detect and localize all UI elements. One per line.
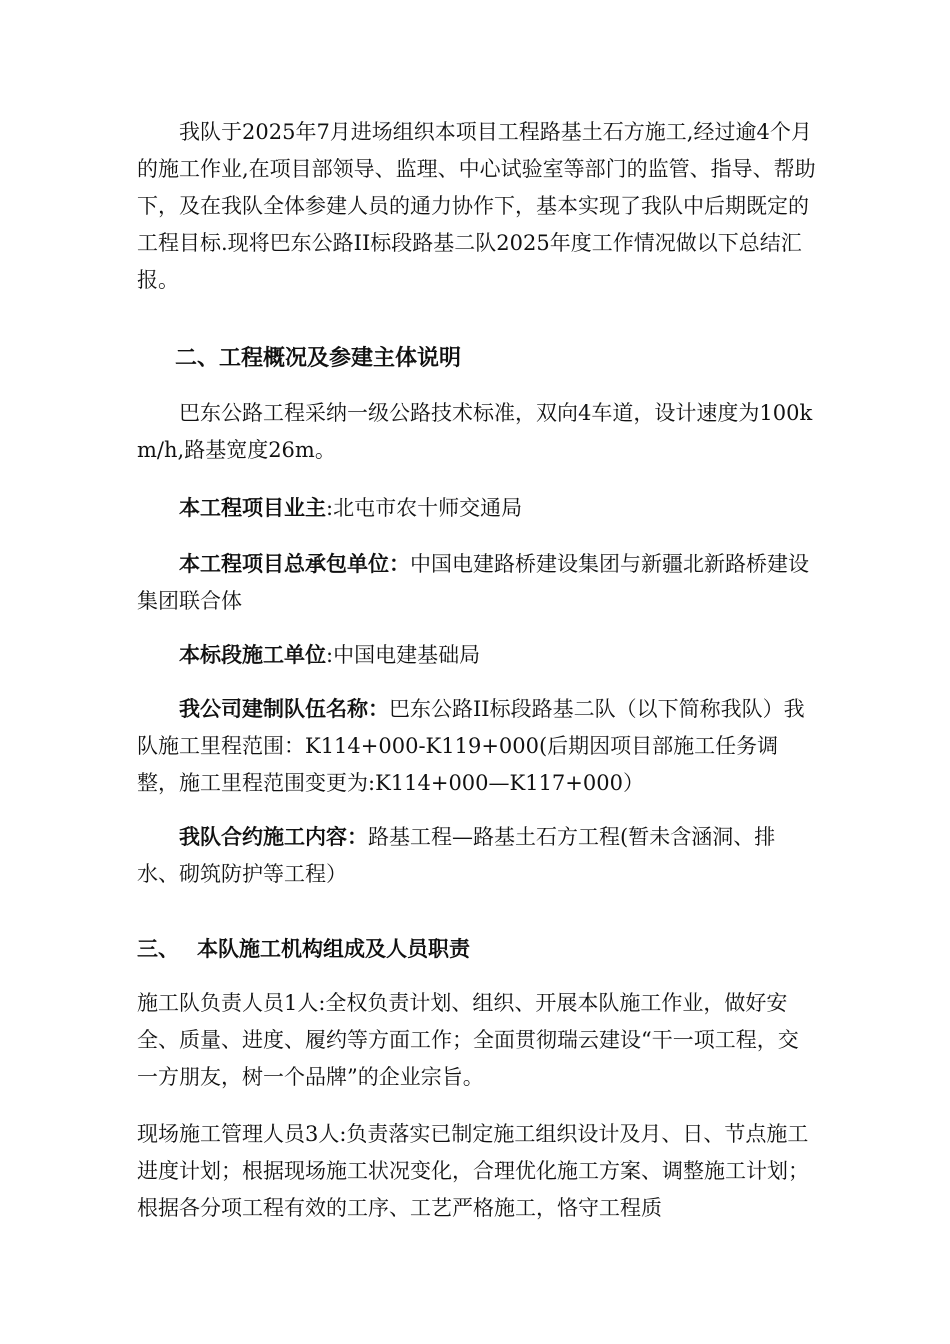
owner-paragraph (137, 489, 817, 527)
project-overview-paragraph: 巴东公路工程采纳一级公路技术标准，双向4车道，设计速度为100km/h,路基宽度26m。 (137, 401, 813, 462)
contract-scope-value: 路基工程—路基土石方工程(暂未含涵洞、排水、砌筑防护等工程） (137, 825, 776, 886)
owner-value: :北屯市农十师交通局 (326, 496, 523, 520)
section-3-heading-number: 三、 (137, 936, 179, 961)
section-3-heading-text: 本队施工机构组成及人员职责 (197, 936, 470, 961)
owner-label: 本工程项目业主 (179, 495, 326, 520)
team-leader-paragraph: 施工队负责人员1人:全权负责计划、组织、开展本队施工作业，做好安全、质量、进度、履约等方面工作；全面贯彻瑞云建设“干一项工程，交一方朋友，树一个品牌”的企业宗旨。 (137, 991, 799, 1089)
contract-scope-label: 我队合约施工内容： (179, 824, 368, 849)
team-name-paragraph (137, 690, 817, 802)
team-name-value: 巴东公路II标段路基二队（以下简称我队）我队施工里程范围：K114+000-K119+000(后期因项目部施工任务调整，施工里程范围变更为:K114+000—K117+000） (137, 697, 805, 795)
section-3-heading (137, 934, 470, 964)
section-unit-paragraph (137, 636, 817, 674)
general-contractor-label: 本工程项目总承包单位： (179, 551, 410, 576)
general-contractor-value: 中国电建路桥建设集团与新疆北新路桥建设集团联合体 (137, 552, 809, 613)
contract-scope-paragraph (137, 818, 817, 893)
intro-paragraph: 我队于2025年7月进场组织本项目工程路基土石方施工,经过逾4个月的施工作业,在项目部领导、监理、中心试验室等部门的监管、指导、帮助下，及在我队全体参建人员的通力协作下，基本实现了我队中后期既定的工程目标.现将巴东公路II标段路基二队2025年度工作情况做以下总结汇报。 (137, 120, 816, 292)
site-managers-paragraph: 现场施工管理人员3人:负责落实已制定施工组织设计及月、日、节点施工进度计划；根据现场施工状况变化，合理优化施工方案、调整施工计划；根据各分项工程有效的工序、工艺严格施工，恪守工程质 (137, 1122, 809, 1220)
team-name-label: 我公司建制队伍名称： (179, 696, 389, 721)
section-2-heading: 二、工程概况及参建主体说明 (175, 345, 462, 371)
general-contractor-paragraph (137, 545, 817, 620)
section-unit-value: :中国电建基础局 (326, 643, 481, 667)
section-unit-label: 本标段施工单位 (179, 642, 326, 667)
